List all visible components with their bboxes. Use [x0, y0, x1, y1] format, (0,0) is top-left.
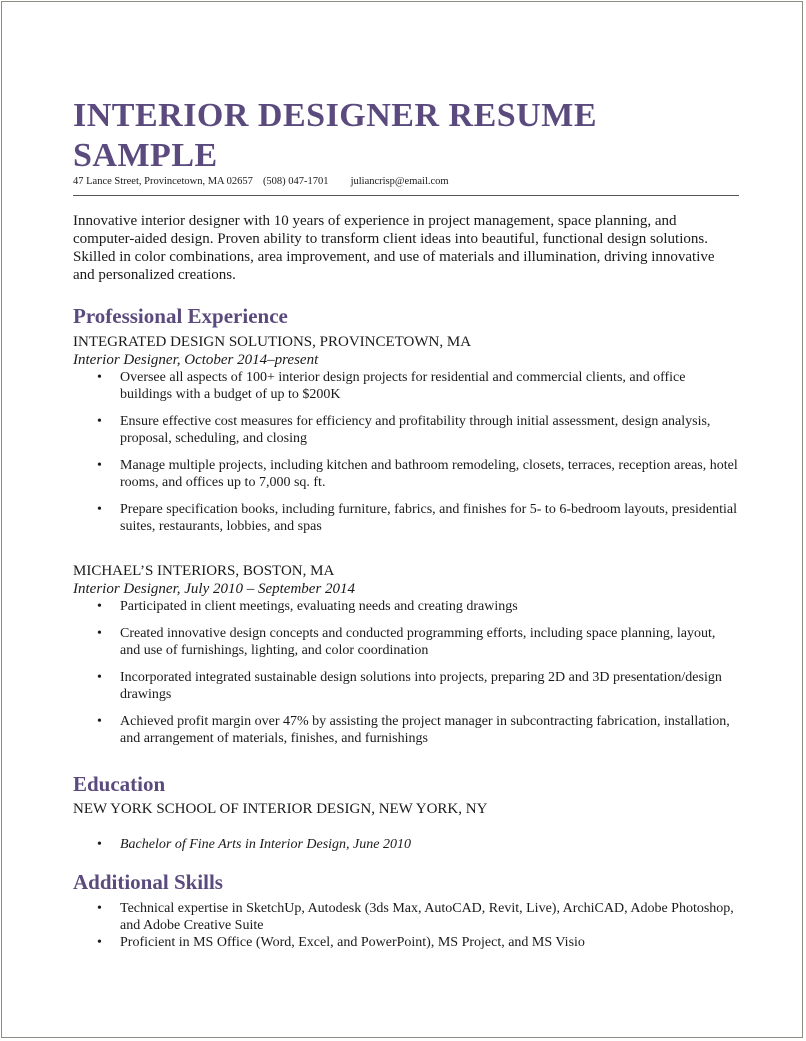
job-2-org: MICHAEL’S INTERIORS, BOSTON, MA — [73, 563, 335, 579]
job-1 — [73, 333, 739, 535]
contact-phone: (508) 047-1701 — [262, 176, 329, 187]
education-school: NEW YORK SCHOOL OF INTERIOR DESIGN, NEW YORK, NY — [73, 801, 488, 817]
skills-heading: Additional Skills — [73, 870, 223, 894]
list-item: • Manage multiple projects, including kitchen and bathroom remodeling, closets, terraces, reception areas, hotel rooms, and offices up to 7,000 sq. ft. — [97, 458, 738, 490]
education-bullets — [73, 836, 739, 853]
header-divider — [73, 195, 739, 196]
bullet-icon: • — [97, 370, 102, 385]
bullet-icon: • — [97, 935, 102, 950]
list-item: • Prepare specification books, including furniture, fabrics, and finishes for 5- to 6-bedroom layouts, presidential suites, restaurants, lobbies, and spas — [97, 502, 737, 534]
bullet-icon: • — [97, 626, 102, 641]
job-1-role: Interior Designer, October 2014–present — [73, 352, 319, 368]
list-item: • Proficient in MS Office (Word, Excel, and PowerPoint), MS Project, and MS Visio — [97, 935, 585, 950]
job-2-role: Interior Designer, July 2010 – September 2014 — [73, 581, 356, 597]
resume-title: INTERIOR DESIGNER RESUME SAMPLE — [73, 97, 597, 174]
job-2 — [73, 562, 739, 747]
list-item: • Oversee all aspects of 100+ interior design projects for residential and commercial clients, and office buildings with a budget of up to $200K — [97, 370, 686, 402]
bullet-icon: • — [97, 837, 102, 852]
contact-email: juliancrisp@email.com — [350, 176, 449, 187]
resume-page — [73, 96, 739, 951]
skills-bullets — [73, 900, 739, 951]
job-1-bullets — [73, 369, 739, 535]
bullet-icon: • — [97, 458, 102, 473]
bullet-icon: • — [97, 599, 102, 614]
list-item: • Technical expertise in SketchUp, Autodesk (3ds Max, AutoCAD, Revit, Live), ArchiCAD, Adobe Photoshop, and Adobe Creative Suite — [97, 901, 734, 933]
job-2-bullets — [73, 598, 739, 747]
summary-paragraph: Innovative interior designer with 10 years of experience in project management, space planning, and computer-aided design. Proven ability to transform client ideas into beautiful, functional design solutions. Skilled in color combinations, area improvement, and use of materials and illumination, driving innovative and personalized creations. — [73, 213, 715, 283]
bullet-icon: • — [97, 714, 102, 729]
list-item: • Participated in client meetings, evaluating needs and creating drawings — [97, 599, 518, 614]
bullet-icon: • — [97, 901, 102, 916]
list-item: • Ensure effective cost measures for efficiency and profitability through initial assessment, design analysis, proposal, scheduling, and closing — [97, 414, 711, 446]
contact-address: 47 Lance Street, Provincetown, MA 02657 — [73, 176, 253, 187]
bullet-icon: • — [97, 670, 102, 685]
list-item: • Bachelor of Fine Arts in Interior Design, June 2010 — [97, 837, 411, 852]
bullet-icon: • — [97, 502, 102, 517]
contact-line — [73, 176, 739, 187]
education-heading: Education — [73, 772, 166, 796]
list-item: • Incorporated integrated sustainable design solutions into projects, preparing 2D and 3D presentation/design drawings — [97, 670, 722, 702]
list-item: • Created innovative design concepts and conducted programming efforts, including space planning, layout, and use of furnishings, lighting, and color coordination — [97, 626, 716, 658]
bullet-icon: • — [97, 414, 102, 429]
experience-heading: Professional Experience — [73, 304, 288, 328]
list-item: • Achieved profit margin over 47% by assisting the project manager in subcontracting fabrication, installation, and arrangement of materials, finishes, and furnishings — [97, 714, 730, 746]
job-1-org: INTEGRATED DESIGN SOLUTIONS, PROVINCETOWN, MA — [73, 334, 472, 350]
